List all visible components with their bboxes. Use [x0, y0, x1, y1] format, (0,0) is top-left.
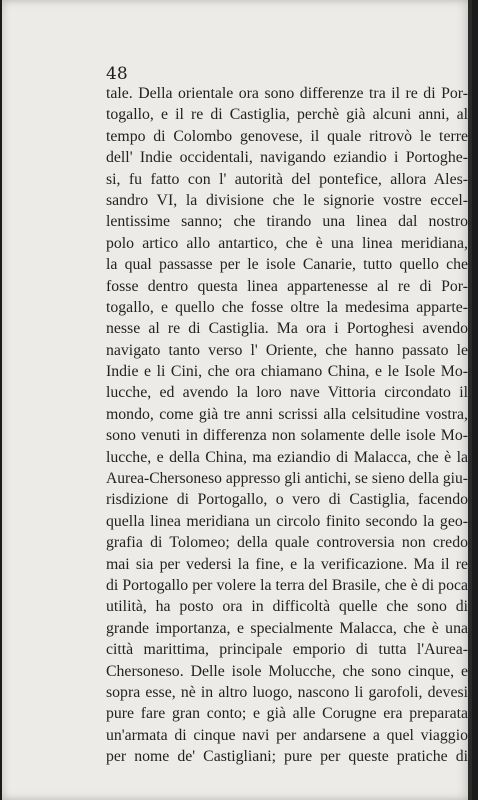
text-line: per nome de' Castigliani; pure per queste pratiche di	[106, 748, 468, 766]
text-line: sandro VI, la divisione che le signorie vostre eccel-	[106, 191, 468, 209]
text-line: togallo, e il re di Castiglia, perchè già alcuni anni, al	[106, 106, 468, 124]
text-line: utilità, ha posto ora in difficoltà quelle che sono di	[106, 598, 468, 616]
text-line: mai sia per vedersi la fine, e la verificazione. Ma il re	[106, 555, 468, 573]
text-line: quella linea meridiana un circolo finito secondo la geo-	[106, 512, 468, 530]
text-line: Aurea-Chersoneso appresso gli antichi, se sieno della giu-	[106, 470, 468, 488]
text-line: la qual passasse per le isole Canarie, tutto quello che	[106, 256, 468, 274]
text-line: grafia di Tolomeo; della quale controversia non credo	[106, 534, 468, 552]
text-line: pure fare gran conto; e già alle Corugne era preparata	[106, 705, 468, 723]
text-line: Indie e li Cini, che ora chiamano China, e le Isole Mo-	[106, 363, 468, 381]
text-line: dell' Indie occidentali, navigando eziandio i Portoghe-	[106, 149, 468, 167]
book-page	[2, 0, 472, 800]
text-line: un'armata di cinque navi per andarsene a quel viaggio	[106, 726, 468, 744]
text-line: nesse al re di Castiglia. Ma ora i Portoghesi avendo	[106, 320, 468, 338]
text-line: grande importanza, e specialmente Malacca, che è una	[106, 619, 468, 637]
text-line: lucche, e della China, ma eziandio di Malacca, che è la	[106, 448, 468, 466]
text-line: polo artico allo antartico, che è una linea meridiana,	[106, 234, 468, 252]
text-line: togallo, e quello che fosse oltre la medesima apparte-	[106, 298, 468, 316]
text-line: di Portogallo per volere la terra del Brasile, che è di poca	[106, 576, 468, 594]
text-line: navigato tanto verso l' Oriente, che hanno passato le	[106, 341, 468, 359]
page-edge-shadow	[468, 0, 472, 800]
text-line: mondo, come già tre anni scrissi alla celsitudine vostra,	[106, 405, 468, 423]
text-line: città marittima, principale emporio di tutta l'Aurea-	[106, 641, 468, 659]
text-line: sono venuti in differenza non solamente delle isole Mo-	[106, 427, 468, 445]
text-line: si, fu fatto con l' autorità del pontefice, allora Ales-	[106, 170, 468, 188]
text-line: Chersoneso. Delle isole Molucche, che sono cinque, e	[106, 662, 468, 680]
body-text	[106, 83, 468, 768]
text-line: sopra esse, nè in altro luogo, nascono li garofoli, devesi	[106, 683, 468, 701]
text-line: lucche, ed avendo la loro nave Vittoria circondato il	[106, 384, 468, 402]
text-line: risdizione di Portogallo, o vero di Castiglia, facendo	[106, 491, 468, 509]
text-line: lentissime sanno; che tirando una linea dal nostro	[106, 213, 468, 231]
text-line: tale. Della orientale ora sono differenze tra il re di Por-	[106, 85, 468, 102]
page-number: 48	[106, 64, 128, 84]
text-line: fosse dentro questa linea appartenesse al re di Por-	[106, 277, 468, 295]
text-line: tempo di Colombo genovese, il quale ritrovò le terre	[106, 127, 468, 145]
